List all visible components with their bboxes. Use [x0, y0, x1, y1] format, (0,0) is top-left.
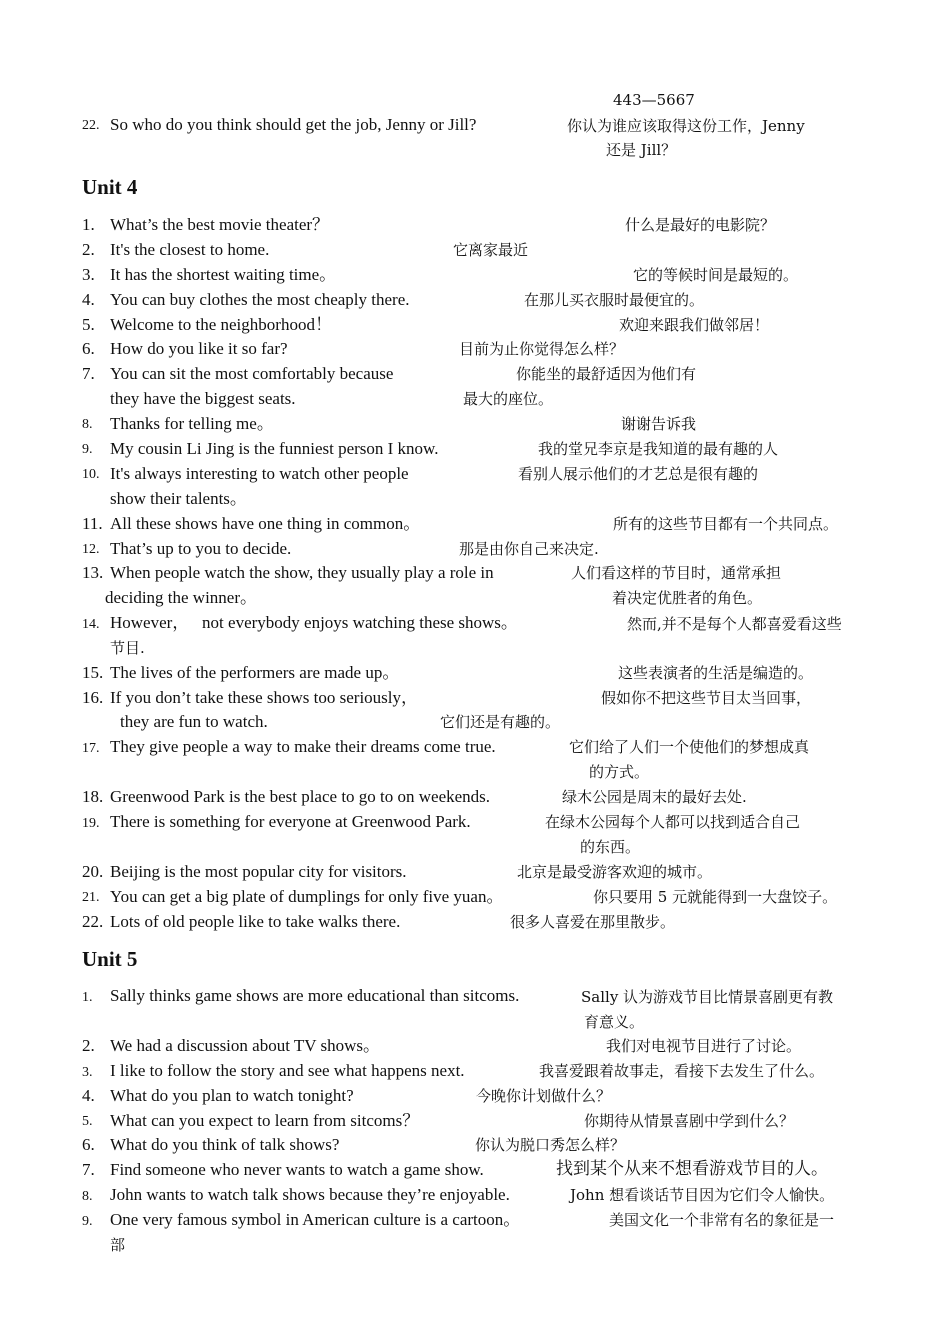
chinese-translation: 你能坐的最舒适因为他们有 [516, 365, 697, 383]
chinese-translation-cont: 还是 Jill？ [606, 141, 677, 159]
item-number: 22. [82, 118, 100, 133]
english-sentence: Lots of old people like to take walks there. [110, 912, 401, 931]
english-sentence: Find someone who never wants to watch a game show. [110, 1160, 484, 1179]
english-sentence: Beijing is the most popular city for visitors. [110, 862, 407, 881]
chinese-translation-cont: 部 [110, 1236, 126, 1254]
english-sentence: When people watch the show, they usually play a role in [110, 563, 494, 582]
chinese-translation: 欢迎来跟我们做邻居！ [619, 316, 770, 334]
item-number: 18. [82, 787, 104, 806]
chinese-translation-cont: 的方式。 [589, 763, 650, 781]
english-sentence-cont: show their talents。 [110, 489, 247, 508]
chinese-translation-cont: 节目. [110, 639, 145, 657]
english-sentence: John wants to watch talk shows because they’re enjoyable. [110, 1185, 510, 1204]
chinese-translation: 假如你不把这些节目太当回事， [601, 689, 812, 707]
item-number: 22. [82, 912, 104, 931]
english-sentence: It's always interesting to watch other people [110, 464, 409, 483]
english-sentence: My cousin Li Jing is the funniest person I know. [110, 439, 439, 458]
item-number: 8. [82, 1189, 93, 1204]
english-sentence: You can buy clothes the most cheaply there. [110, 290, 410, 309]
chinese-translation: 什么是最好的电影院？ [625, 216, 776, 234]
item-number: 3. [82, 265, 95, 284]
item-number: 1. [82, 215, 95, 234]
chinese-translation-cont: 的东西。 [580, 838, 641, 856]
item-number: 7. [82, 1160, 95, 1179]
item-number: 4. [82, 290, 95, 309]
chinese-translation: 美国文化一个非常有名的象征是一 [609, 1211, 835, 1229]
english-sentence: You can get a big plate of dumplings for only five yuan。 [110, 887, 504, 906]
english-sentence: What’s the best movie theater？ [110, 215, 330, 234]
english-sentence: It's the closest to home. [110, 240, 270, 259]
chinese-translation: 这些表演者的生活是编造的。 [618, 664, 814, 682]
item-number: 16. [82, 688, 104, 707]
english-sentence: If you don’t take these shows too seriously， [110, 688, 419, 707]
item-number: 12. [82, 542, 100, 557]
english-sentence: They give people a way to make their dreams come true. [110, 737, 496, 756]
chinese-translation-cont: 最大的座位。 [463, 390, 554, 408]
chinese-translation: 你认为谁应该取得这份工作，Jenny [567, 117, 805, 135]
chinese-translation: 在那儿买衣服时最便宜的。 [524, 291, 705, 309]
english-sentence: The lives of the performers are made up。 [110, 663, 400, 682]
item-number: 20. [82, 862, 104, 881]
chinese-translation: 所有的这些节目都有一个共同点。 [613, 515, 839, 533]
item-number: 10. [82, 467, 100, 482]
item-number: 2. [82, 1036, 95, 1055]
chinese-translation: 我的堂兄李京是我知道的最有趣的人 [538, 440, 779, 458]
english-sentence: What do you plan to watch tonight? [110, 1086, 354, 1105]
item-number: 17. [82, 741, 100, 756]
item-number: 11. [82, 514, 103, 533]
english-sentence: All these shows have one thing in common。 [110, 514, 421, 533]
item-number: 6. [82, 339, 95, 358]
chinese-translation: 我喜爱跟着故事走，看接下去发生了什么。 [539, 1062, 825, 1080]
english-sentence: However， not everybody enjoys watching these shows。 [110, 613, 518, 632]
english-sentence: Sally thinks game shows are more educational than sitcoms. [110, 986, 520, 1005]
english-sentence: I like to follow the story and see what happens next. [110, 1061, 465, 1080]
chinese-translation-cont: 它们还是有趣的。 [440, 713, 561, 731]
chinese-translation: 谢谢告诉我 [621, 415, 697, 433]
chinese-translation: 很多人喜爱在那里散步。 [510, 913, 676, 931]
chinese-translation-cont: 着决定优胜者的角色。 [612, 589, 763, 607]
item-number: 4. [82, 1086, 95, 1105]
english-sentence-cont: they have the biggest seats. [110, 389, 296, 408]
chinese-translation: 在绿木公园每个人都可以找到适合自己 [545, 813, 801, 831]
chinese-translation: 你期待从情景喜剧中学到什么？ [584, 1112, 795, 1130]
chinese-translation: 你认为脱口秀怎么样？ [475, 1136, 626, 1154]
chinese-translation-cont: 育意义。 [584, 1013, 645, 1031]
item-number: 8. [82, 417, 93, 432]
chinese-translation: 北京是最受游客欢迎的城市。 [517, 863, 713, 881]
item-number: 3. [82, 1065, 93, 1080]
chinese-translation: 它们给了人们一个使他们的梦想成真 [569, 738, 810, 756]
chinese-translation: 我们对电视节目进行了讨论。 [606, 1037, 802, 1055]
chinese-translation: 你只要用 5 元就能得到一大盘饺子。 [593, 888, 838, 906]
phone-number: 443—5667 [613, 91, 695, 109]
english-sentence-cont: deciding the winner。 [105, 588, 258, 607]
chinese-translation: 找到某个从来不想看游戏节目的人。 [556, 1159, 828, 1179]
english-sentence: That’s up to you to decide. [110, 539, 292, 558]
item-number: 21. [82, 890, 100, 905]
unit-4-heading: Unit 4 [82, 175, 138, 199]
chinese-translation: 看别人展示他们的才艺总是很有趣的 [518, 465, 759, 483]
unit-5-heading: Unit 5 [82, 947, 138, 971]
item-number: 5. [82, 1114, 93, 1129]
chinese-translation: 人们看这样的节目时，通常承担 [571, 564, 782, 582]
item-number: 1. [82, 990, 93, 1005]
english-sentence: What do you think of talk shows? [110, 1135, 340, 1154]
item-number: 15. [82, 663, 104, 682]
english-sentence: What can you expect to learn from sitcoms？ [110, 1111, 420, 1130]
chinese-translation: 它的等候时间是最短的。 [633, 266, 799, 284]
item-number: 19. [82, 816, 100, 831]
english-sentence: Welcome to the neighborhood！ [110, 315, 332, 334]
item-number: 2. [82, 240, 95, 259]
item-number: 9. [82, 1214, 93, 1229]
item-number: 9. [82, 442, 93, 457]
chinese-translation: 然而,并不是每个人都喜爱看这些 [627, 615, 842, 633]
english-sentence: You can sit the most comfortably because [110, 364, 394, 383]
english-sentence: One very famous symbol in American culture is a cartoon。 [110, 1210, 521, 1229]
item-number: 6. [82, 1135, 95, 1154]
chinese-translation: 目前为止你觉得怎么样？ [459, 340, 625, 358]
chinese-translation: 它离家最近 [453, 241, 529, 259]
chinese-translation: 今晚你计划做什么？ [476, 1087, 612, 1105]
english-sentence: There is something for everyone at Greenwood Park. [110, 812, 471, 831]
english-sentence: We had a discussion about TV shows。 [110, 1036, 380, 1055]
item-number: 13. [82, 563, 104, 582]
english-sentence: It has the shortest waiting time。 [110, 265, 337, 284]
english-sentence: So who do you think should get the job, Jenny or Jill? [110, 115, 477, 134]
chinese-translation: Sally 认为游戏节目比情景喜剧更有教 [581, 988, 834, 1006]
chinese-translation: John 想看谈话节目因为它们令人愉快。 [570, 1186, 835, 1204]
item-number: 14. [82, 617, 100, 632]
chinese-translation: 绿木公园是周末的最好去处. [562, 788, 747, 806]
english-sentence: Greenwood Park is the best place to go to on weekends. [110, 787, 491, 806]
english-sentence: How do you like it so far? [110, 339, 288, 358]
chinese-translation: 那是由你自己来决定. [459, 540, 599, 558]
item-number: 7. [82, 364, 95, 383]
item-number: 5. [82, 315, 95, 334]
english-sentence: Thanks for telling me。 [110, 414, 274, 433]
english-sentence-cont: they are fun to watch. [120, 712, 268, 731]
